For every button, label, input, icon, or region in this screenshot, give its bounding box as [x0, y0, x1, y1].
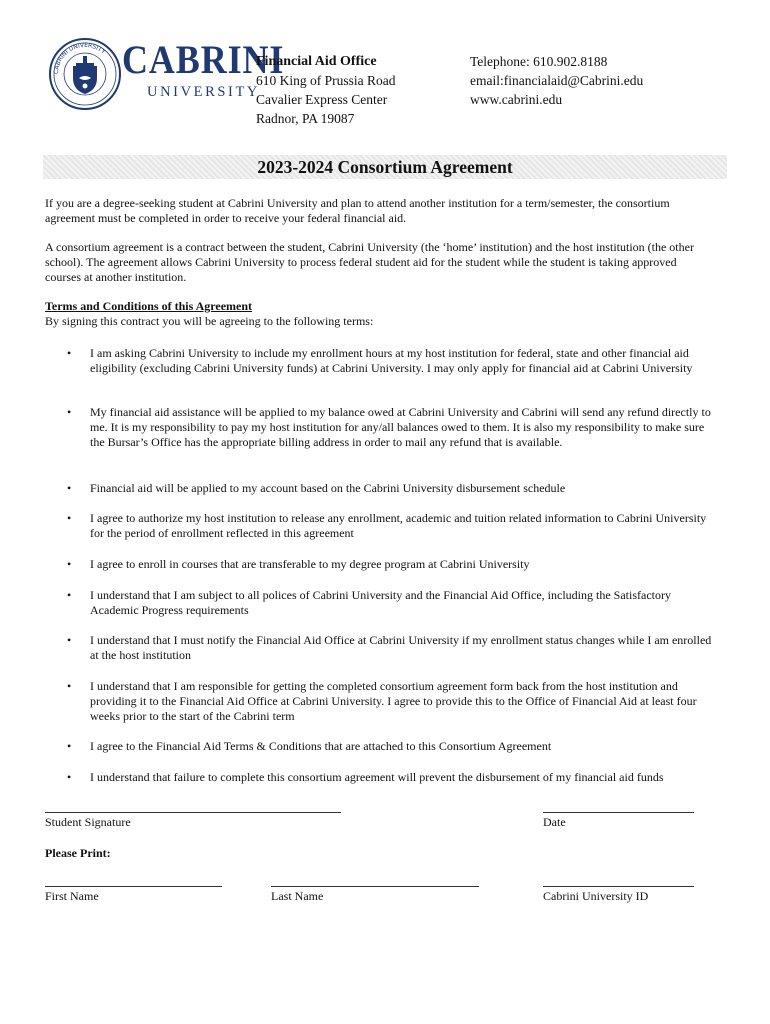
term-text: Financial aid will be applied to my account based on the Cabrini University disbursement schedule [90, 481, 566, 495]
office-title: Financial Aid Office [256, 54, 377, 69]
term-text: I agree to the Financial Aid Terms & Conditions that are attached to this Consortium Agreement [90, 739, 552, 753]
term-item [67, 511, 720, 541]
last-name-label: Last Name [271, 889, 324, 903]
contact-website[interactable]: www.cabrini.edu [470, 92, 563, 107]
office-address-line2: Cavalier Express Center [256, 92, 388, 107]
seal-text: CABRINI UNIVERSITY [52, 41, 107, 75]
date-label: Date [543, 815, 566, 829]
bullet-icon: • [67, 346, 72, 360]
student-signature-line[interactable] [45, 812, 341, 813]
office-contact [470, 52, 643, 109]
term-text: I am asking Cabrini University to include my enrollment hours at my host institution for federal, state and other financial aid eligibility (excluding Cabrini University funds) at Cabrini University. I may only apply for financial aid at Cabrini University [90, 346, 693, 375]
terms-subheading: By signing this contract you will be agreeing to the following terms: [45, 314, 374, 328]
term-item [67, 633, 720, 663]
bullet-icon: • [67, 739, 72, 753]
document-title: 2023-2024 Consortium Agreement [43, 155, 727, 179]
bullet-icon: • [67, 679, 72, 693]
term-item [67, 588, 720, 618]
term-item [67, 481, 720, 496]
office-address-line1: 610 King of Prussia Road [256, 73, 396, 88]
term-item [67, 557, 720, 572]
term-text: My financial aid assistance will be applied to my balance owed at Cabrini University and Cabrini will send any refund directly to me. It is my responsibility to pay my host institution for any/all balances owed to them. It is also my responsibility to make sure the Bursar’s Office has the appropriate billing address in order to mail any refund that is available. [90, 405, 711, 449]
term-text: I agree to enroll in courses that are transferable to my degree program at Cabrini University [90, 557, 530, 571]
term-item [67, 405, 720, 450]
university-id-label: Cabrini University ID [543, 889, 649, 903]
term-text: I agree to authorize my host institution to release any enrollment, academic and tuition related information to Cabrini University for the period of enrollment reflected in this agreement [90, 511, 707, 540]
term-text: I understand that failure to complete this consortium agreement will prevent the disbursement of my financial aid funds [90, 770, 664, 784]
university-seal [49, 38, 121, 110]
contact-email[interactable]: email:financialaid@Cabrini.edu [470, 73, 644, 88]
term-item [67, 679, 720, 724]
bullet-icon: • [67, 557, 72, 571]
term-item [67, 346, 720, 376]
student-signature-label: Student Signature [45, 815, 131, 829]
please-print-label: Please Print: [45, 846, 111, 860]
term-text: I understand that I must notify the Financial Aid Office at Cabrini University if my enrollment status changes while I am enrolled at the host institution [90, 633, 712, 662]
bullet-icon: • [67, 588, 72, 602]
last-name-line[interactable] [271, 886, 479, 887]
intro-paragraph-2: A consortium agreement is a contract between the student, Cabrini University (the ‘home’ institution) and the host institution (the other school). The agreement allows Cabrini University to process federal student aid for the student while the student is taking approved courses at another institution. [45, 240, 694, 284]
term-text: I understand that I am subject to all polices of Cabrini University and the Financial Aid Office, including the Satisfactory Academic Progress requirements [90, 588, 671, 617]
bullet-icon: • [67, 633, 72, 647]
bullet-icon: • [67, 405, 72, 419]
office-address-line3: Radnor, PA 19087 [256, 111, 355, 126]
terms-heading: Terms and Conditions of this Agreement [45, 299, 253, 313]
bullet-icon: • [67, 481, 72, 495]
bullet-icon: • [67, 511, 72, 525]
contact-phone: Telephone: 610.902.8188 [470, 54, 608, 69]
first-name-line[interactable] [45, 886, 222, 887]
intro-paragraph-1: If you are a degree-seeking student at Cabrini University and plan to attend another institution for a term/semester, the consortium agreement must be completed in order to receive your federal financial aid. [45, 196, 670, 225]
term-item [67, 770, 720, 785]
logo-subtitle: UNIVERSITY [147, 84, 260, 100]
first-name-label: First Name [45, 889, 99, 903]
date-line[interactable] [543, 812, 694, 813]
university-id-line[interactable] [543, 886, 694, 887]
bullet-icon: • [67, 770, 72, 784]
logo-wordmark: CABRINI [122, 37, 285, 82]
office-address [256, 52, 396, 128]
term-item [67, 739, 720, 754]
term-text: I understand that I am responsible for getting the completed consortium agreement form back from the host institution and providing it to the Financial Aid Office at Cabrini University. I agree to provide this to the Office of Financial Aid at least four weeks prior to the start of the Cabrini term [90, 679, 697, 723]
